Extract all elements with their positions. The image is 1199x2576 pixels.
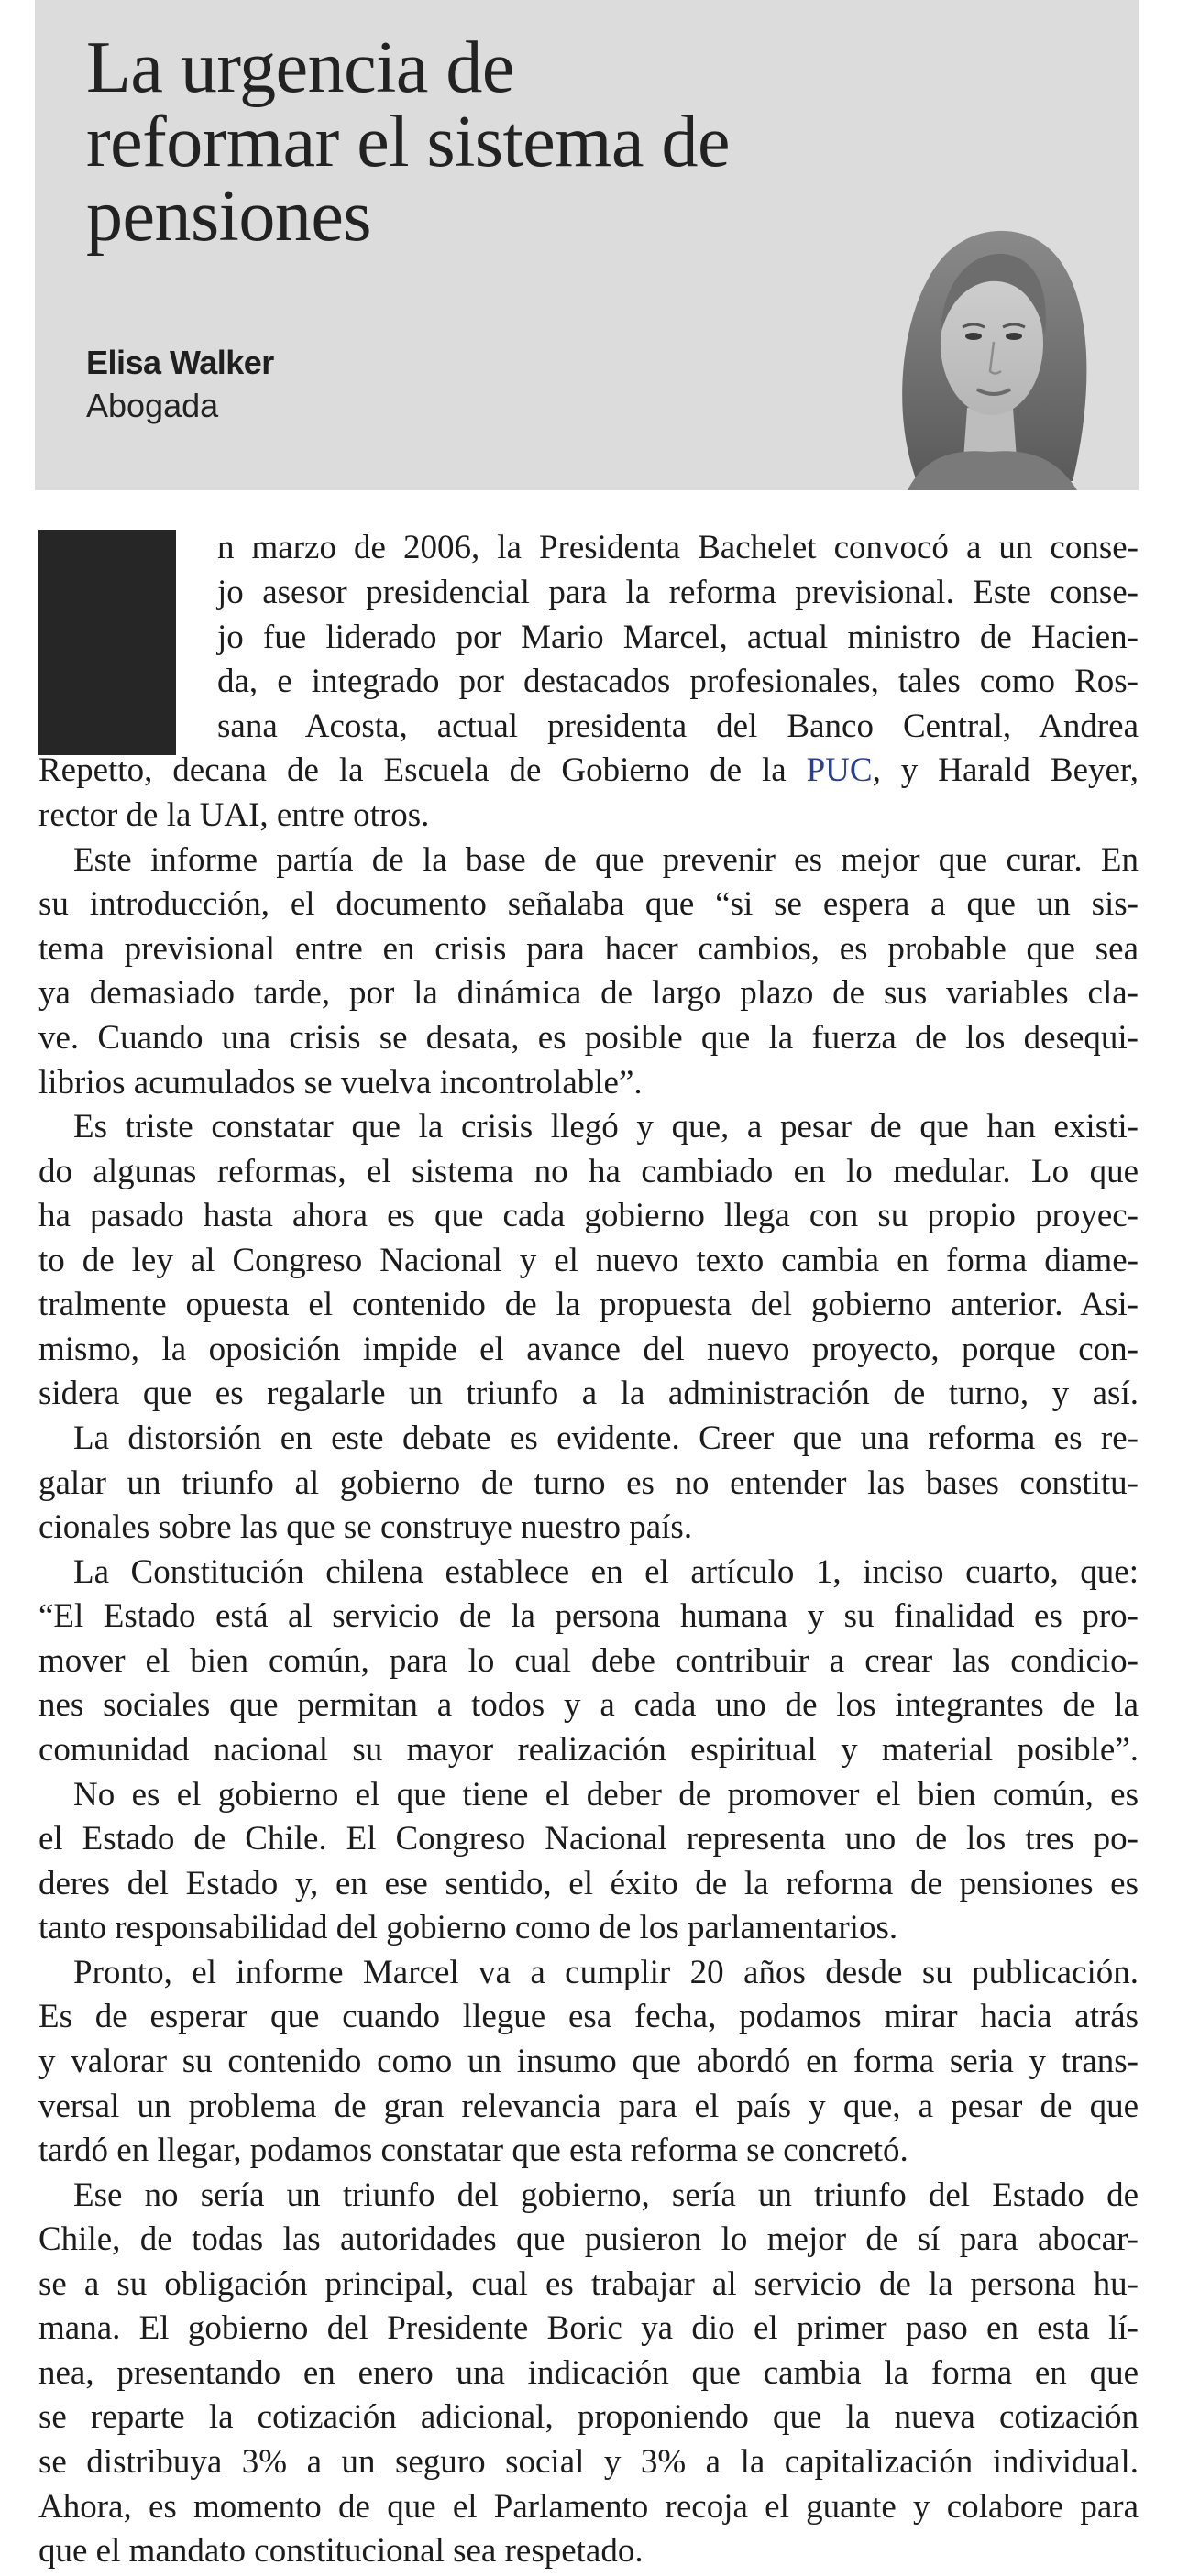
body-line: rector de la UAI, entre otros. <box>38 796 430 834</box>
body-line-highlight: Repetto, decana de la Escuela de Gobierno de la PUC, y Harald Beyer, <box>38 751 1138 789</box>
body-line: mover el bien común, para lo cual debe contribuir a crear las condicio- <box>38 1642 1138 1680</box>
body-line: Es de esperar que cuando llegue esa fecha, podamos mirar hacia atrás <box>38 1998 1138 2035</box>
article-headline <box>86 27 911 257</box>
highlight-term: PUC <box>806 751 873 789</box>
body-line: nea, presentando en enero una indicación que cambia la forma en que <box>38 2354 1138 2392</box>
body-line: La distorsión en este debate es evidente. Creer que una reforma es re- <box>73 1420 1138 1457</box>
body-line: tanto responsabilidad del gobierno como de los parlamentarios. <box>38 1909 898 1946</box>
body-line: y valorar su contenido como un insumo que abordó en forma seria y trans- <box>38 2043 1138 2080</box>
author-name: Elisa Walker <box>86 344 274 381</box>
body-line: que el mandato constitucional sea respetado. <box>38 2532 644 2570</box>
body-line: Este informe partía de la base de que prevenir es mejor que curar. En <box>73 841 1138 879</box>
body-line: No es el gobierno el que tiene el deber de promover el bien común, es <box>73 1776 1138 1814</box>
body-line: “El Estado está al servicio de la persona humana y su finalidad es pro- <box>38 1597 1138 1635</box>
body-line: n marzo de 2006, la Presidenta Bachelet convocó a un conse- <box>217 529 1138 566</box>
headline-line: pensiones <box>86 176 372 257</box>
body-line: do algunas reformas, el sistema no ha cambiado en lo medular. Lo que <box>38 1153 1138 1190</box>
body-line: mismo, la oposición impide el avance del nuevo proyecto, porque con- <box>38 1331 1138 1368</box>
body-line: tralmente opuesta el contenido de la propuesta del gobierno anterior. Asi- <box>38 1286 1138 1323</box>
body-line: Chile, de todas las autoridades que pusieron lo mejor de sí para abocar- <box>38 2220 1138 2258</box>
body-line: ve. Cuando una crisis se desata, es posible que la fuerza de los desequi- <box>38 1019 1138 1057</box>
body-line: La Constitución chilena establece en el artículo 1, inciso cuarto, que: <box>73 1553 1138 1591</box>
body-line: se a su obligación principal, cual es trabajar al servicio de la persona hu- <box>38 2265 1138 2303</box>
body-line: sana Acosta, actual presidenta del Banco Central, Andrea <box>217 707 1138 745</box>
body-line: sidera que es regalarle un triunfo a la administración de turno, y así. <box>38 1375 1138 1412</box>
body-line: deres del Estado y, en ese sentido, el éxito de la reforma de pensiones es <box>38 1865 1138 1902</box>
body-line: to de ley al Congreso Nacional y el nuevo texto cambia en forma diame- <box>38 1242 1138 1279</box>
body-line: su introducción, el documento señalaba que “si se espera a que un sis- <box>38 885 1138 923</box>
body-line: comunidad nacional su mayor realización espiritual y material posible”. <box>38 1731 1138 1769</box>
body-line: ha pasado hasta ahora es que cada gobierno llega con su propio proyec- <box>38 1197 1138 1234</box>
drop-cap <box>38 530 176 755</box>
body-line: Ese no sería un triunfo del gobierno, sería un triunfo del Estado de <box>73 2176 1138 2214</box>
body-line: tardó en llegar, podamos constatar que esta reforma se concretó. <box>38 2132 908 2169</box>
body-line: versal un problema de gran relevancia para el país y que, a pesar de que <box>38 2088 1138 2125</box>
headline-line: La urgencia de <box>86 27 514 108</box>
body-line: se reparte la cotización adicional, proponiendo que la nueva cotización <box>38 2398 1138 2436</box>
body-line: librios acumulados se vuelva incontrolable”. <box>38 1064 643 1102</box>
headline-line: reformar el sistema de <box>86 102 731 182</box>
body-line: nes sociales que permitan a todos y a cada uno de los integrantes de la <box>38 1686 1138 1724</box>
body-line: se distribuya 3% a un seguro social y 3% a la capitalización individual. <box>38 2443 1138 2481</box>
body-line: el Estado de Chile. El Congreso Nacional representa uno de los tres po- <box>38 1820 1138 1858</box>
body-line: tema previsional entre en crisis para hacer cambios, es probable que sea <box>38 930 1138 968</box>
body-line: mana. El gobierno del Presidente Boric ya dio el primer paso en esta lí- <box>38 2309 1138 2347</box>
body-line: jo fue liderado por Mario Marcel, actual ministro de Hacien- <box>217 619 1138 656</box>
body-line: Es triste constatar que la crisis llegó y que, a pesar de que han existi- <box>73 1108 1138 1145</box>
body-line: Ahora, es momento de que el Parlamento recoja el guante y colabore para <box>38 2488 1138 2526</box>
author-portrait <box>852 197 1128 490</box>
body-line: galar un triunfo al gobierno de turno es no entender las bases constitu- <box>38 1464 1138 1502</box>
body-line: Pronto, el informe Marcel va a cumplir 20 años desde su publicación. <box>73 1954 1138 1991</box>
body-line: cionales sobre las que se construye nuestro país. <box>38 1508 693 1546</box>
body-line: ya demasiado tarde, por la dinámica de largo plazo de sus variables cla- <box>38 974 1138 1012</box>
body-line: da, e integrado por destacados profesionales, tales como Ros- <box>217 663 1138 700</box>
body-line: jo asesor presidencial para la reforma previsional. Este conse- <box>217 574 1138 611</box>
author-role: Abogada <box>86 387 219 424</box>
